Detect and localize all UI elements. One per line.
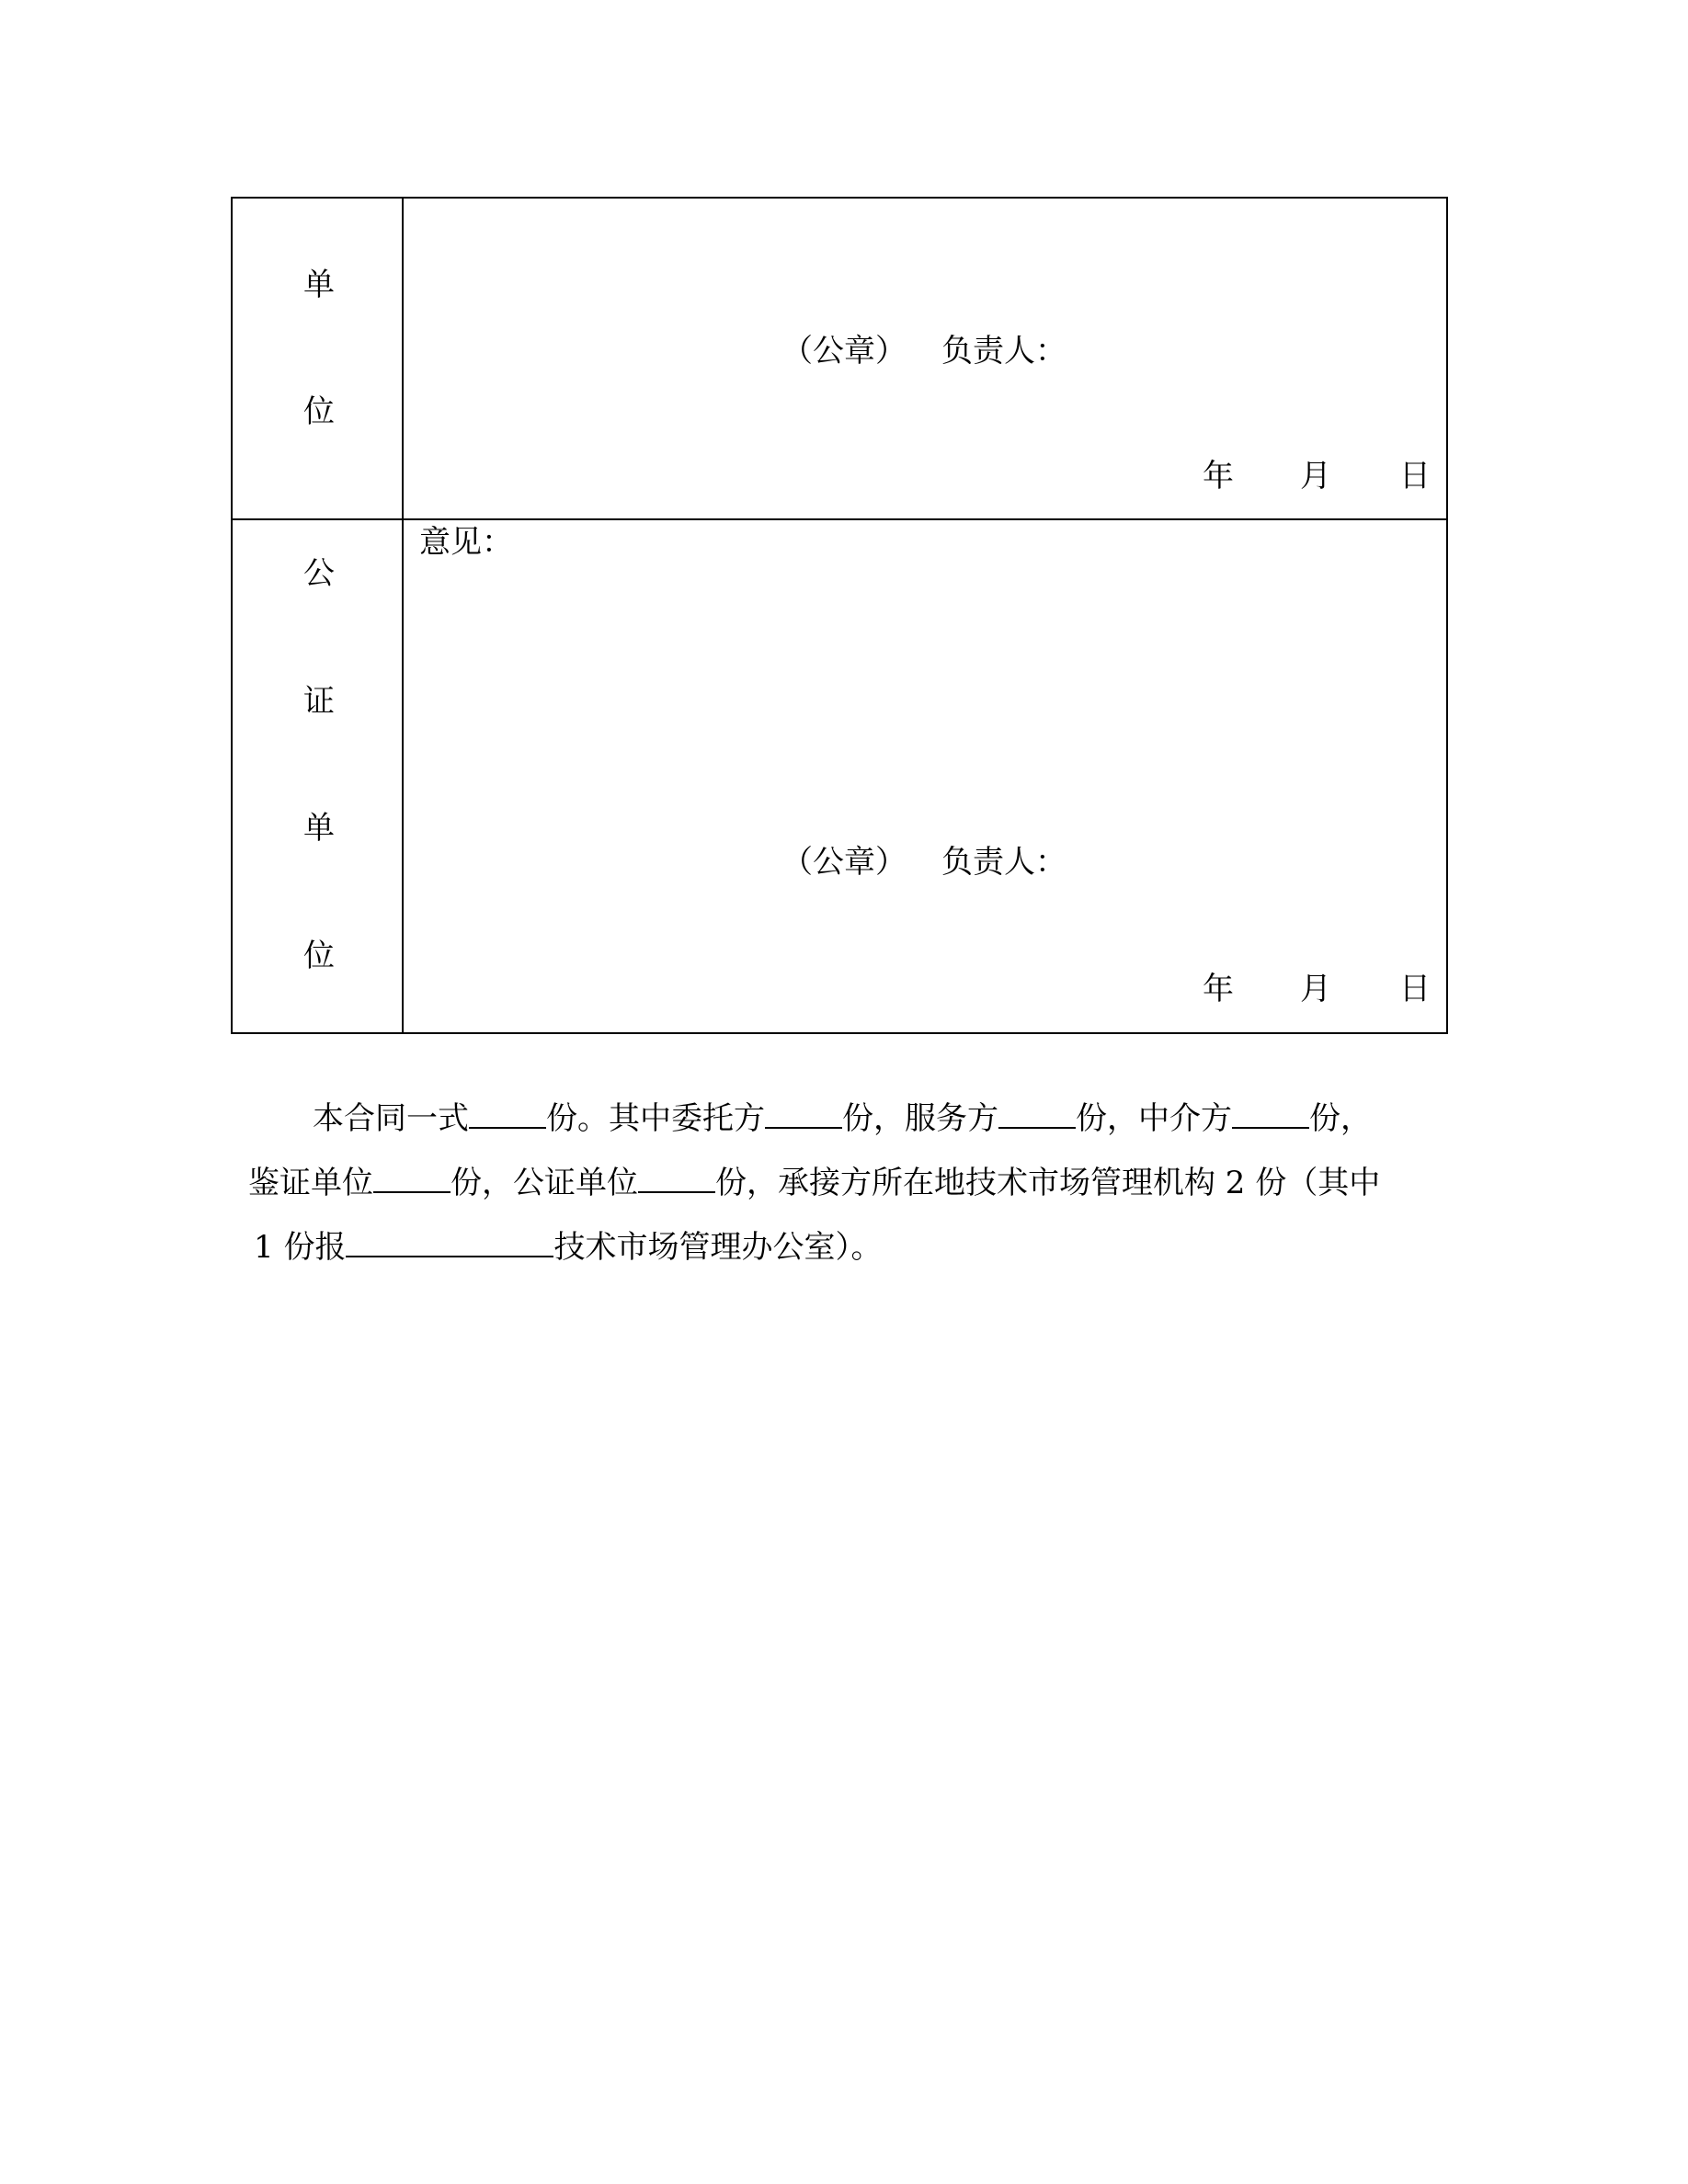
top-date-month: 月	[1300, 458, 1331, 495]
copies-line-2	[248, 1164, 1380, 1201]
copies-line-1	[313, 1099, 1372, 1137]
copies-appraisal-blank[interactable]	[373, 1164, 451, 1193]
notary-date-year: 年	[1203, 971, 1234, 1007]
copies-client-label: 份。其中委托方	[546, 1100, 765, 1137]
notary-date-month: 月	[1300, 971, 1331, 1007]
top-label-char-2: 位	[303, 393, 335, 430]
copies-service-blank[interactable]	[998, 1099, 1076, 1129]
copies-client-blank[interactable]	[765, 1099, 842, 1129]
copies-total-blank[interactable]	[469, 1099, 546, 1129]
signature-table	[231, 197, 1448, 1034]
copies-appraisal-label: 鉴证单位	[248, 1165, 373, 1201]
copies-agent-label: 份，中介方	[1076, 1100, 1232, 1137]
notary-label-char-3: 单	[303, 810, 335, 847]
table-column-divider	[402, 197, 404, 1034]
notary-seal-text: （公章）	[781, 844, 907, 881]
top-responsible-label: 负责人：	[941, 333, 1066, 370]
copies-total-label: 本合同一式	[313, 1100, 469, 1137]
copies-line-3	[254, 1228, 882, 1266]
top-date-year: 年	[1203, 458, 1234, 495]
notary-label-char-4: 位	[303, 938, 335, 974]
copies-report-blank[interactable]	[346, 1228, 553, 1257]
notary-label-char-1: 公	[303, 555, 335, 592]
copies-office-label: 技术市场管理办公室）。	[553, 1229, 883, 1266]
notary-responsible-label: 负责人：	[941, 844, 1066, 881]
notary-opinion-label: 意见：	[419, 524, 513, 561]
copies-notary-label: 份，公证单位	[451, 1165, 638, 1201]
top-date-day: 日	[1399, 458, 1431, 495]
copies-service-label: 份，服务方	[842, 1100, 998, 1137]
copies-notary-blank[interactable]	[638, 1164, 715, 1193]
copies-market-label: 份，承接方所在地技术市场管理机构 2 份（其中	[715, 1165, 1381, 1201]
table-row-divider	[231, 518, 1448, 520]
notary-date-day: 日	[1399, 971, 1431, 1007]
notary-label-char-2: 证	[303, 683, 335, 720]
top-seal-text: （公章）	[781, 333, 907, 370]
copies-report-label: 1 份报	[254, 1229, 347, 1266]
copies-agent-blank[interactable]	[1232, 1099, 1309, 1129]
copies-line1-end: 份，	[1309, 1100, 1372, 1137]
top-label-char-1: 单	[303, 267, 335, 303]
